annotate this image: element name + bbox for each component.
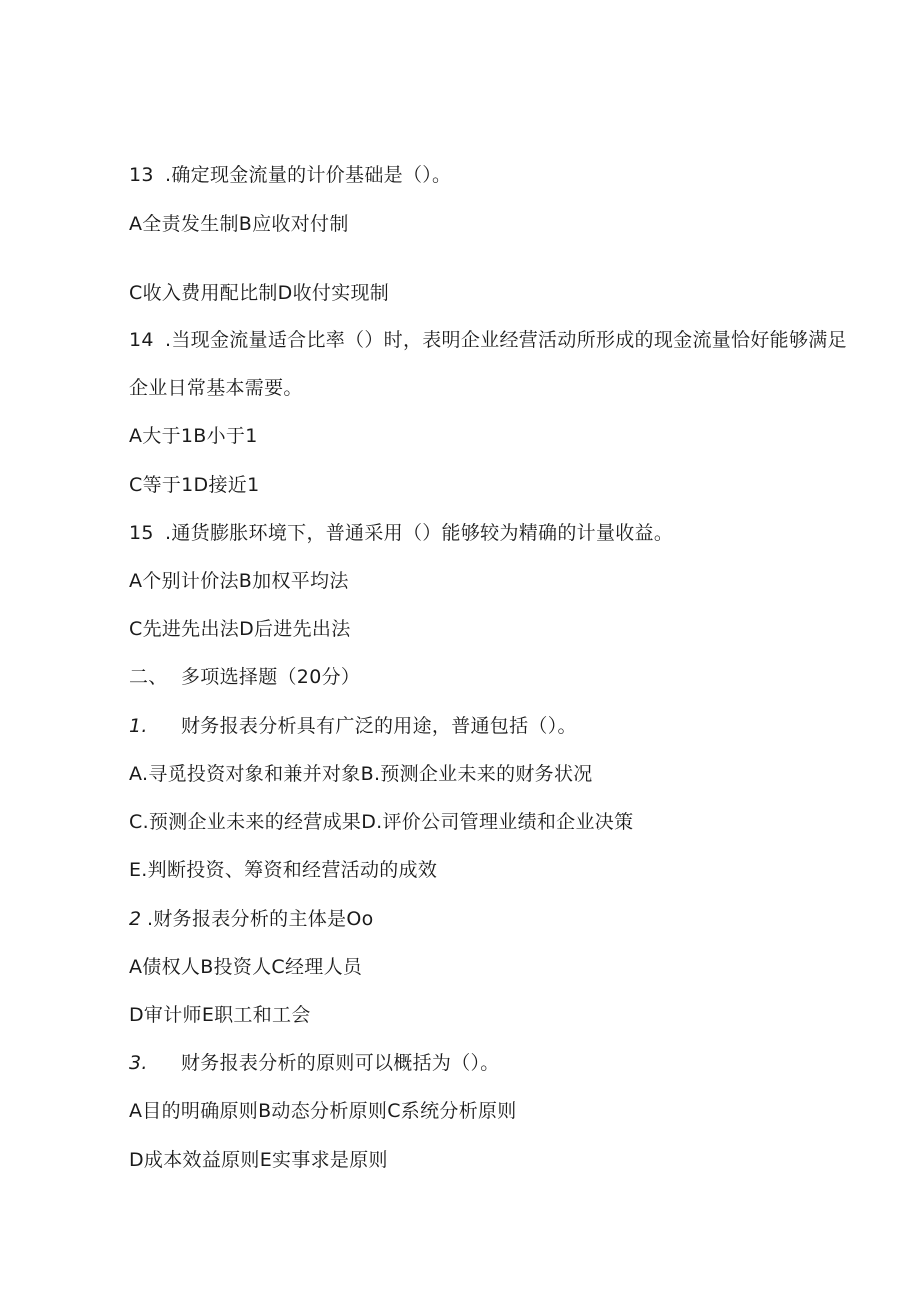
question-text: 财务报表分析具有广泛的用途，普通包括（）。 [181,715,577,737]
multi-question-3 [129,1051,500,1075]
question-15-options-cd: C先进先出法D后进先出法 [129,618,351,640]
question-text: 财务报表分析的原则可以概括为（）。 [181,1052,500,1074]
question-number: 13 [129,164,154,186]
question-number: 3. [129,1052,148,1074]
question-text: .财务报表分析的主体是Oo [147,908,374,930]
question-number: 2 [129,908,142,930]
multi-question-2 [129,907,374,931]
multi-question-2-options-abc: A债权人B投资人C经理人员 [129,956,363,978]
multi-question-1-options-cd: C.预测企业未来的经营成果D.评价公司管理业绩和企业决策 [129,811,634,833]
question-number: 14 [129,329,154,351]
multi-question-1-options-ab: A.寻觅投资对象和兼并对象B.预测企业未来的财务状况 [129,763,593,785]
question-14-options-cd: C等于1D接近1 [129,474,260,496]
question-14-options-ab: A大于1B小于1 [129,425,258,447]
question-text: .当现金流量适合比率（）时，表明企业经营活动所形成的现金流量恰好能够满足 [165,329,847,351]
question-13-options-cd: C收入费用配比制D收付实现制 [129,282,390,304]
question-text: .通货膨胀环境下，普通采用（）能够较为精确的计量收益。 [165,522,674,544]
question-13-options-ab: A全责发生制B应收对付制 [129,213,349,235]
question-14 [129,328,847,352]
multi-question-1 [129,714,577,738]
question-text: .确定现金流量的计价基础是（）。 [165,164,452,186]
section-heading [129,665,360,689]
question-15 [129,521,673,545]
question-number: 1. [129,715,148,737]
question-13 [129,163,451,187]
section-number: 二、 [129,666,168,688]
multi-question-3-options-abc: A目的明确原则B动态分析原则C系统分析原则 [129,1100,517,1122]
multi-question-3-options-de: D成本效益原则E实事求是原则 [129,1149,388,1171]
question-15-options-ab: A个别计价法B加权平均法 [129,570,349,592]
question-number: 15 [129,522,154,544]
section-title: 多项选择题（20分） [181,666,361,688]
question-14-text-continued: 企业日常基本需要。 [129,377,303,399]
multi-question-1-options-e: E.判断投资、筹资和经营活动的成效 [129,859,438,881]
multi-question-2-options-de: D审计师E职工和工会 [129,1004,311,1026]
